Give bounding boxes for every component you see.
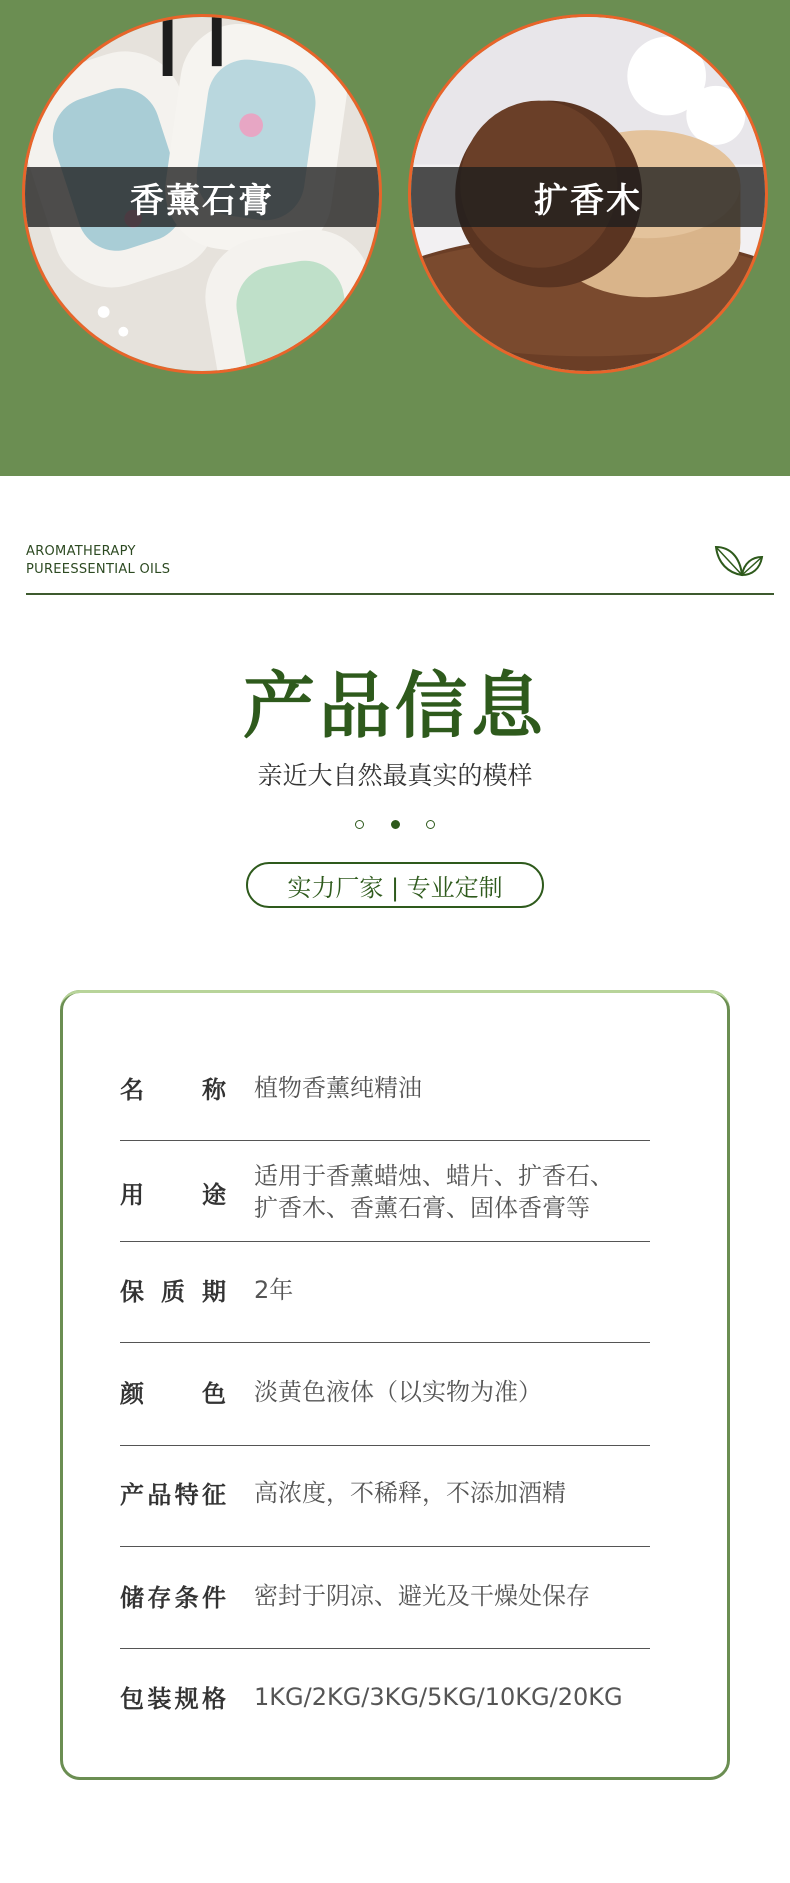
info-value-line-2: 扩香木、香薰石膏、固体香膏等	[254, 1194, 590, 1222]
info-row-storage	[120, 1578, 650, 1613]
plaster-product-image	[22, 14, 382, 374]
info-label: 名称	[120, 1076, 226, 1104]
info-label: 颜色	[120, 1380, 226, 1408]
plaster-label: 香薰石膏	[130, 180, 274, 221]
dot-1	[355, 820, 364, 829]
header-divider	[26, 593, 774, 595]
dot-2-active	[391, 820, 400, 829]
brand-line-1: AROMATHERAPY	[26, 544, 136, 559]
diffuser-wood-label-band	[411, 167, 765, 227]
info-value: 高浓度，不稀释，不添加酒精	[254, 1478, 566, 1507]
info-value	[254, 1160, 614, 1224]
info-label: 用途	[120, 1180, 226, 1209]
info-row-shelf-life	[120, 1272, 650, 1307]
info-value: 1KG/2KG/3KG/5KG/10KG/20KG	[254, 1682, 623, 1711]
info-value: 淡黄色液体（以实物为准）	[254, 1377, 542, 1406]
diffuser-wood-label: 扩香木	[534, 180, 642, 221]
section-subtitle: 亲近大自然最真实的模样	[257, 761, 533, 790]
info-label: 储存条件	[120, 1584, 226, 1612]
row-divider	[120, 1140, 650, 1141]
info-value: 植物香薰纯精油	[254, 1073, 422, 1102]
row-divider	[120, 1648, 650, 1649]
brand-text	[26, 543, 170, 579]
brand-line-2: PUREESSENTIAL OILS	[26, 562, 171, 577]
section-title: 产品信息	[242, 664, 547, 748]
slogan-pill	[246, 862, 544, 908]
row-divider	[120, 1342, 650, 1343]
info-value: 密封于阴凉、避光及干燥处保存	[254, 1581, 590, 1610]
info-row-color	[120, 1374, 650, 1409]
plaster-label-band	[25, 167, 379, 227]
info-value: 2年	[254, 1275, 294, 1304]
info-label: 包装规格	[120, 1685, 226, 1713]
diffuser-wood-product-image	[408, 14, 768, 374]
slogan-text: 实力厂家 | 专业定制	[287, 873, 503, 902]
info-row-name	[120, 1070, 650, 1105]
row-divider	[120, 1546, 650, 1547]
info-row-usage	[120, 1160, 650, 1224]
info-label: 保质期	[120, 1278, 226, 1306]
row-divider	[120, 1241, 650, 1242]
info-row-features	[120, 1475, 650, 1510]
row-divider	[120, 1445, 650, 1446]
leaf-icon	[712, 543, 764, 579]
info-label: 产品特征	[120, 1481, 226, 1509]
pagination-dots	[355, 820, 435, 832]
info-value-line-1: 适用于香薰蜡烛、蜡片、扩香石、	[254, 1162, 614, 1190]
hero-banner	[0, 0, 790, 476]
dot-3	[426, 820, 435, 829]
info-row-packaging	[120, 1679, 650, 1714]
card-top-accent	[60, 990, 730, 1020]
